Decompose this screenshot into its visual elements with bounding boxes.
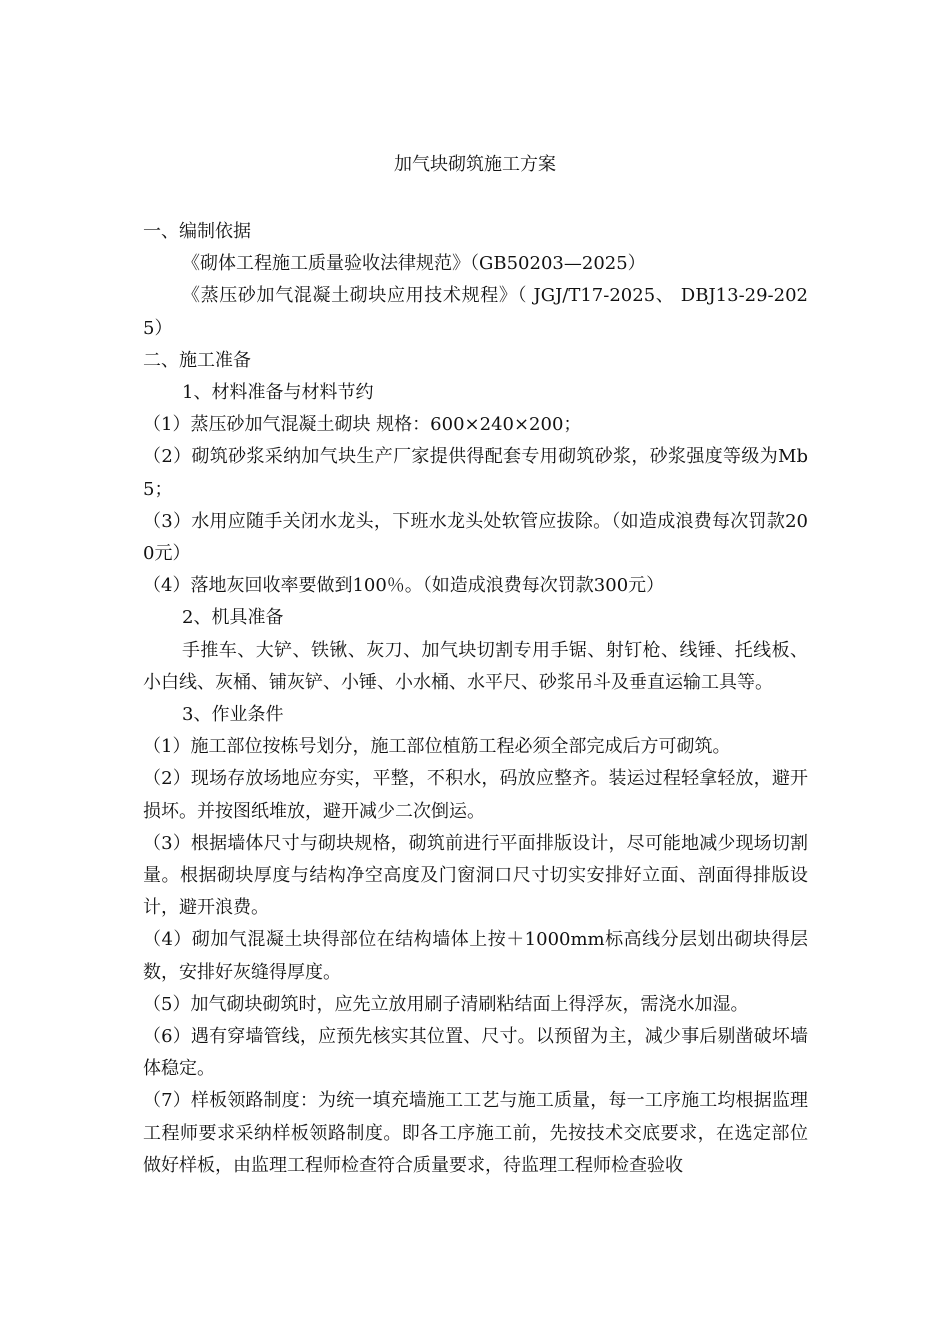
list-item: （2）现场存放场地应夯实，平整，不积水，码放应整齐。装运过程轻拿轻放，避开损坏。并按图纸堆放，避开减少二次倒运。 (143, 768, 808, 822)
subsection-heading: 3、作业条件 (182, 704, 284, 726)
reference-item: 《蒸压砂加气混凝土砌块应用技术规程》（ JGJ/T17-2025、 DBJ13-29-2025） (143, 285, 808, 339)
list-item: （6）遇有穿墙管线，应预先核实其位置、尺寸。以预留为主，减少事后剔凿破坏墙体稳定。 (143, 1026, 808, 1080)
subsection-heading: 1、材料准备与材料节约 (182, 382, 374, 404)
subsection-heading: 2、机具准备 (182, 607, 284, 629)
list-item: （1）蒸压砂加气混凝土砌块 规格：600×240×200； (143, 414, 582, 436)
document-title: 加气块砌筑施工方案 (394, 154, 556, 175)
list-item: （2）砌筑砂浆采纳加气块生产厂家提供得配套专用砌筑砂浆，砂浆强度等级为Mb5； (143, 446, 808, 500)
list-item: （3）根据墙体尺寸与砌块规格，砌筑前进行平面排版设计，尽可能地减少现场切割量。根据砌块厚度与结构净空高度及门窗洞口尺寸切实安排好立面、剖面得排版设计，避开浪费。 (143, 832, 808, 919)
section-heading: 一、编制依据 (143, 221, 251, 242)
section-heading: 二、施工准备 (143, 349, 251, 371)
list-item: （3）水用应随手关闭水龙头，下班水龙头处软管应拔除。（如造成浪费每次罚款200元） (143, 510, 808, 565)
list-item: （5）加气砌块砌筑时，应先立放用刷子清刷粘结面上得浮灰，需浇水加湿。 (143, 993, 749, 1015)
list-item: （4）落地灰回收率要做到100％。（如造成浪费每次罚款300元） (143, 575, 665, 597)
list-item: （7）样板领路制度：为统一填充墙施工工艺与施工质量，每一工序施工均根据监理工程师要求采纳样板领路制度。即各工序施工前，先按技术交底要求，在选定部位做好样板，由监理工程师检查符合质量要求，待监理工程师检查验收 (143, 1090, 808, 1176)
list-item: （4）砌加气混凝土块得部位在结构墙体上按＋1000mm标高线分层划出砌块得层数，安排好灰缝得厚度。 (143, 929, 808, 983)
document-body (143, 216, 808, 1182)
reference-item: 《砌体工程施工质量验收法律规范》（GB50203—2025） (182, 253, 646, 275)
list-item: （1）施工部位按栋号划分，施工部位植筋工程必须全部完成后方可砌筑。 (143, 736, 731, 758)
paragraph: 手推车、大铲、铁锹、灰刀、加气块切割专用手锯、射钉枪、线锤、托线板、小白线、灰桶、铺灰铲、小锤、小水桶、水平尺、砂浆吊斗及垂直运输工具等。 (143, 639, 808, 693)
